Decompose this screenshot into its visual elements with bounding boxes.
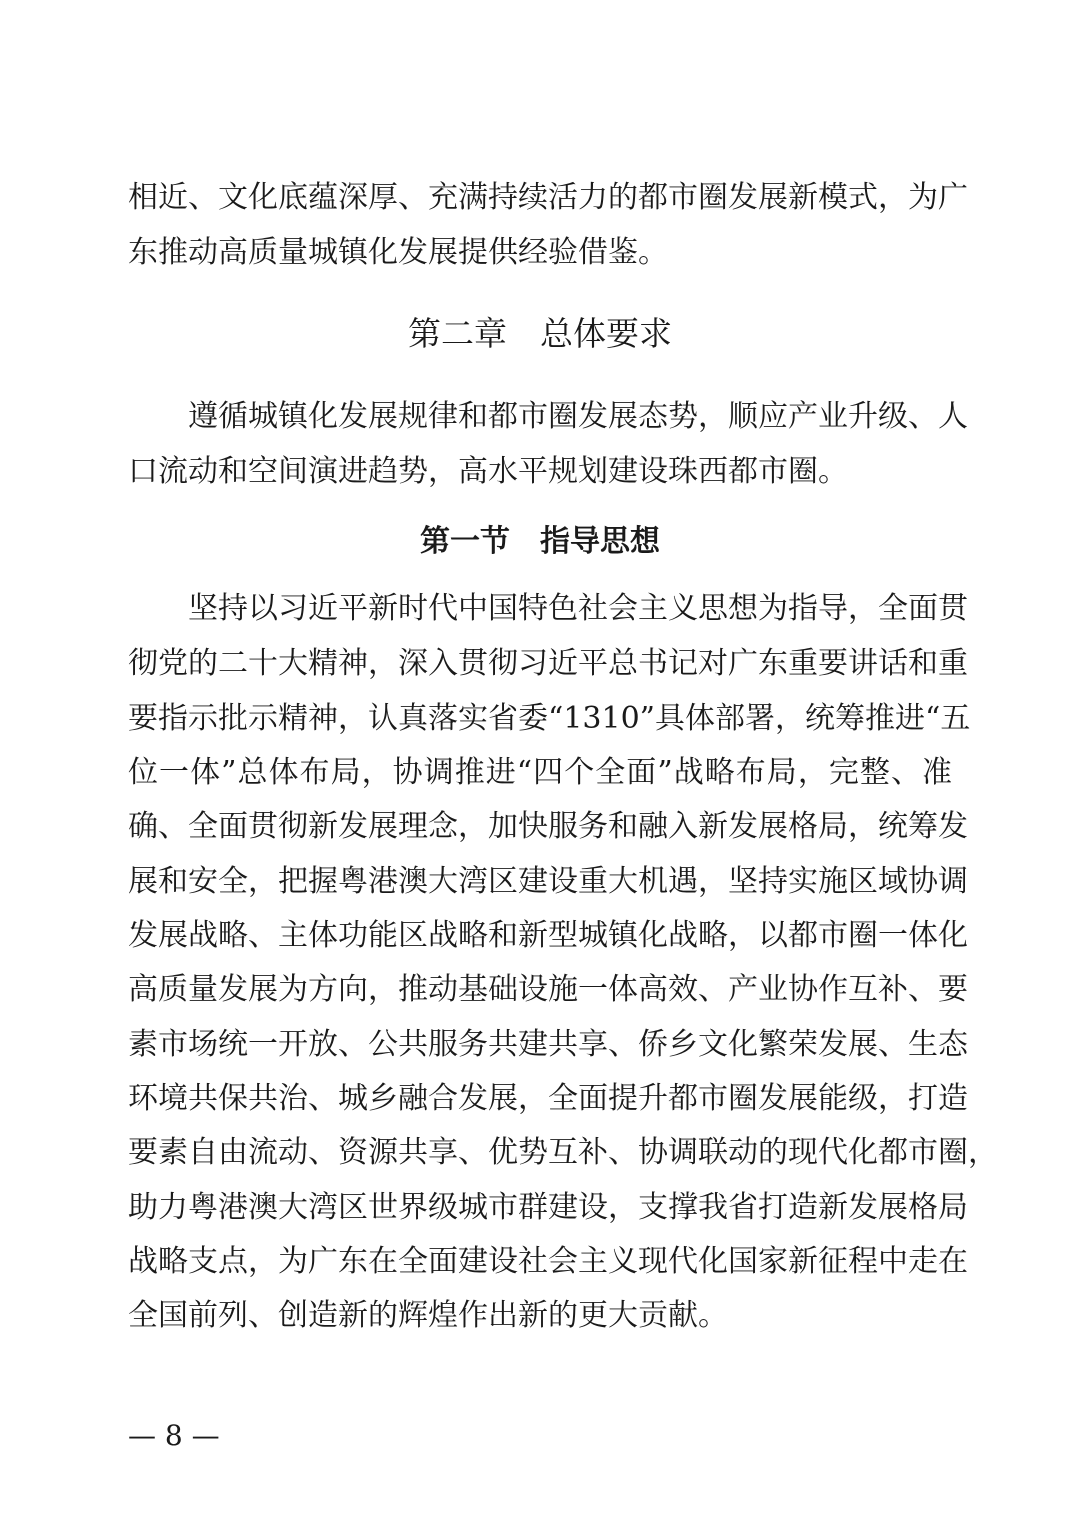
- paragraph-line: 彻党的二十大精神，深入贯彻习近平总书记对广东重要讲话和重: [128, 646, 968, 681]
- paragraph-line: 展和安全，把握粤港澳大湾区建设重大机遇，坚持实施区域协调: [128, 864, 968, 899]
- paragraph-line: 位一体”总体布局，协调推进“四个全面”战略布局，完整、准: [128, 755, 952, 790]
- paragraph-line: 发展战略、主体功能区战略和新型城镇化战略，以都市圈一体化: [128, 918, 968, 953]
- paragraph-line: 口流动和空间演进趋势，高水平规划建设珠西都市圈。: [128, 454, 848, 489]
- page-number: — 8 —: [128, 1419, 220, 1452]
- paragraph-line: 坚持以习近平新时代中国特色社会主义思想为指导，全面贯: [188, 591, 968, 626]
- paragraph-line: 遵循城镇化发展规律和都市圈发展态势，顺应产业升级、人: [188, 399, 968, 434]
- chapter-title: 第二章 总体要求: [408, 314, 672, 353]
- paragraph-line: 要指示批示精神，认真落实省委“1310”具体部署，统筹推进“五: [128, 701, 971, 736]
- paragraph-line: 战略支点，为广东在全面建设社会主义现代化国家新征程中走在: [128, 1244, 968, 1279]
- paragraph-line: 素市场统一开放、公共服务共建共享、侨乡文化繁荣发展、生态: [128, 1027, 968, 1062]
- paragraph-line: 高质量发展为方向，推动基础设施一体高效、产业协作互补、要: [128, 972, 968, 1007]
- paragraph-line: 要素自由流动、资源共享、优势互补、协调联动的现代化都市圈，: [128, 1135, 998, 1170]
- paragraph-line: 全国前列、创造新的辉煌作出新的更大贡献。: [128, 1298, 728, 1333]
- paragraph-line: 助力粤港澳大湾区世界级城市群建设，支撑我省打造新发展格局: [128, 1190, 968, 1225]
- paragraph-line: 环境共保共治、城乡融合发展，全面提升都市圈发展能级，打造: [128, 1081, 968, 1116]
- paragraph-line: 确、全面贯彻新发展理念，加快服务和融入新发展格局，统筹发: [128, 809, 968, 844]
- paragraph-line: 东推动高质量城镇化发展提供经验借鉴。: [128, 235, 668, 270]
- section-title: 第一节 指导思想: [420, 524, 660, 559]
- paragraph-line: 相近、文化底蕴深厚、充满持续活力的都市圈发展新模式，为广: [128, 180, 968, 215]
